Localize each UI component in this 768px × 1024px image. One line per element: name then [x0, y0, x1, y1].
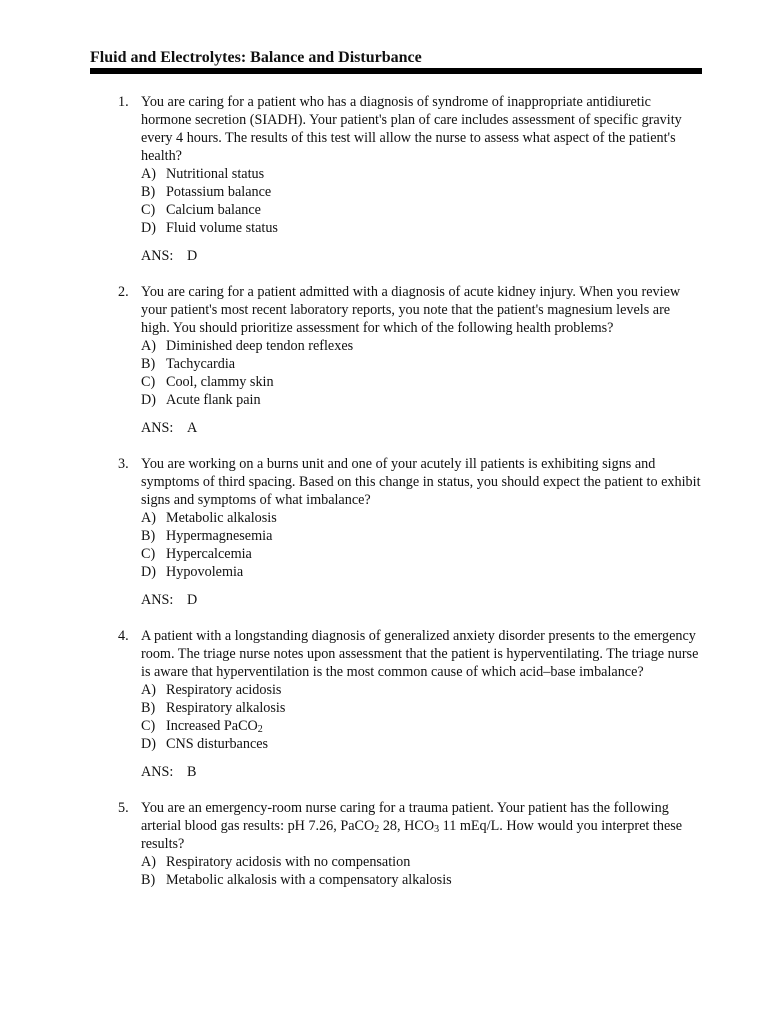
option-list — [141, 681, 702, 753]
option-text: Potassium balance — [166, 184, 272, 200]
option-c — [141, 201, 702, 219]
option-b — [141, 699, 702, 717]
option-letter: D) — [141, 736, 156, 752]
option-letter: C) — [141, 202, 156, 218]
title-rule — [90, 68, 702, 74]
stem-part: 11 mEq/L. How would you interpret these results? — [141, 818, 683, 852]
subscript-2: 2 — [374, 824, 380, 835]
answer-value: A — [187, 420, 198, 436]
option-a — [141, 165, 702, 183]
option-list — [141, 337, 702, 409]
option-letter: A) — [141, 338, 156, 354]
option-letter: B) — [141, 528, 156, 544]
question-body — [141, 799, 702, 889]
question-4 — [90, 627, 702, 781]
option-text: Nutritional status — [166, 166, 265, 182]
option-b — [141, 527, 702, 545]
option-text: Tachycardia — [166, 356, 236, 372]
subscript-3: 3 — [434, 824, 440, 835]
answer-line — [141, 591, 702, 609]
option-text: Respiratory alkalosis — [166, 700, 286, 716]
option-c — [141, 373, 702, 391]
option-c — [141, 717, 702, 735]
option-text: Hypermagnesemia — [166, 528, 273, 544]
option-text: Diminished deep tendon reflexes — [166, 338, 354, 354]
option-text: Metabolic alkalosis with a compensatory alkalosis — [166, 872, 452, 888]
option-text: Hypovolemia — [166, 564, 244, 580]
question-body — [141, 627, 702, 781]
answer-label: ANS: — [141, 420, 174, 436]
option-list — [141, 853, 702, 889]
option-text: Calcium balance — [166, 202, 261, 218]
option-d — [141, 735, 702, 753]
option-letter: B) — [141, 356, 156, 372]
option-text: Fluid volume status — [166, 220, 278, 236]
option-letter: B) — [141, 184, 156, 200]
option-letter: C) — [141, 718, 156, 734]
option-text: Hypercalcemia — [166, 546, 252, 562]
option-a — [141, 681, 702, 699]
stem-part: 28, HCO — [379, 818, 435, 834]
question-stem: You are caring for a patient admitted with a diagnosis of acute kidney injury. When you review your patient's most recent laboratory reports, you note that the patient's magnesium levels are high. You should prioritize assessment for which of the following health problems? — [141, 284, 681, 336]
answer-line — [141, 419, 702, 437]
option-text-main: Increased PaCO — [166, 718, 258, 734]
option-letter: C) — [141, 374, 156, 390]
question-body — [141, 455, 702, 609]
question-1 — [90, 93, 702, 265]
question-list — [90, 93, 702, 907]
option-list — [141, 165, 702, 237]
option-b — [141, 355, 702, 373]
answer-value: B — [187, 764, 197, 780]
question-stem: A patient with a longstanding diagnosis of generalized anxiety disorder presents to the emergency room. The triage nurse notes upon assessment that the patient is hyperventilating. The triage nurse is aware that hyperventilation is the most common cause of which acid–base imbalance? — [141, 628, 699, 680]
option-list — [141, 509, 702, 581]
option-letter: A) — [141, 682, 156, 698]
answer-line — [141, 763, 702, 781]
option-text — [166, 717, 263, 735]
question-3 — [90, 455, 702, 609]
option-a — [141, 509, 702, 527]
option-letter: A) — [141, 166, 156, 182]
option-text: CNS disturbances — [166, 736, 269, 752]
option-d — [141, 563, 702, 581]
question-stem: You are working on a burns unit and one of your acutely ill patients is exhibiting signs and symptoms of third spacing. Based on this change in status, you should expect the patient to exhibit signs and symptoms of what imbalance? — [141, 456, 701, 508]
option-letter: A) — [141, 854, 156, 870]
option-letter: C) — [141, 546, 156, 562]
option-d — [141, 219, 702, 237]
page-title: Fluid and Electrolytes: Balance and Disturbance — [90, 49, 422, 66]
stem-part: You are an emergency-room nurse caring for a trauma patient. Your patient has the following arterial blood gas results: pH 7.26, PaCO — [141, 800, 669, 834]
option-d — [141, 391, 702, 409]
option-letter: D) — [141, 392, 156, 408]
question-5 — [90, 799, 702, 889]
option-b — [141, 871, 702, 889]
option-letter: A) — [141, 510, 156, 526]
answer-label: ANS: — [141, 248, 174, 264]
option-letter: D) — [141, 564, 156, 580]
option-a — [141, 853, 702, 871]
question-2 — [90, 283, 702, 437]
question-body — [141, 93, 702, 265]
subscript-2: 2 — [257, 724, 263, 735]
option-text: Respiratory acidosis with no compensation — [166, 854, 411, 870]
option-text: Cool, clammy skin — [166, 374, 274, 390]
answer-value: D — [187, 248, 198, 264]
option-text: Acute flank pain — [166, 392, 261, 408]
option-text: Respiratory acidosis — [166, 682, 282, 698]
answer-label: ANS: — [141, 592, 174, 608]
question-stem: You are caring for a patient who has a diagnosis of syndrome of inappropriate antidiuretic hormone secretion (SIADH). Your patient's plan of care includes assessment of specific gravity every 4 hours. The results of this test will allow the nurse to assess what aspect of the patient's health? — [141, 94, 682, 164]
question-number: 2. — [118, 284, 129, 300]
option-c — [141, 545, 702, 563]
question-number: 4. — [118, 628, 129, 644]
option-a — [141, 337, 702, 355]
answer-label: ANS: — [141, 764, 174, 780]
question-number: 5. — [118, 800, 129, 816]
option-b — [141, 183, 702, 201]
question-number: 3. — [118, 456, 129, 472]
question-body — [141, 283, 702, 437]
question-number: 1. — [118, 94, 129, 110]
option-letter: D) — [141, 220, 156, 236]
question-stem — [141, 799, 702, 853]
option-letter: B) — [141, 872, 156, 888]
answer-value: D — [187, 592, 198, 608]
option-text: Metabolic alkalosis — [166, 510, 277, 526]
option-letter: B) — [141, 700, 156, 716]
answer-line — [141, 247, 702, 265]
